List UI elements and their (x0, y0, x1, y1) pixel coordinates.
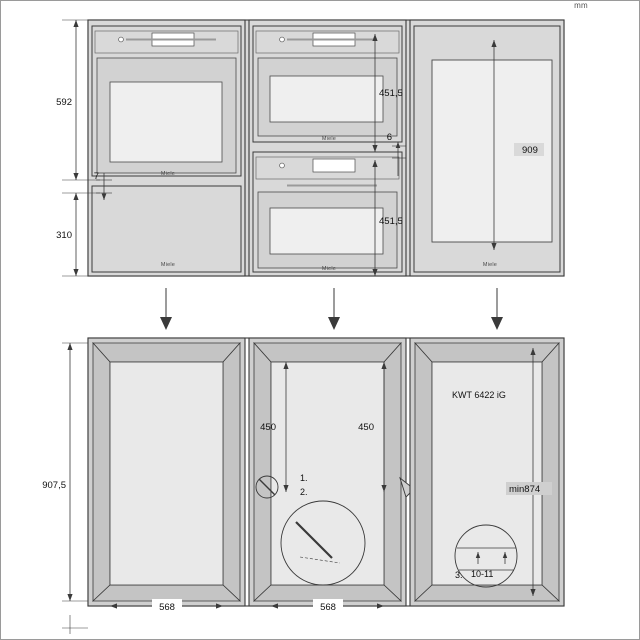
middle-front-bevel-right (384, 343, 401, 601)
dim-592-arrow-top (73, 20, 78, 27)
right-front-bevel-top (415, 343, 559, 362)
dim-9075-label: 907,5 (42, 480, 66, 491)
callout-3-label: 3. (455, 570, 463, 580)
callout-1-label: 1. (300, 473, 308, 483)
brand-left-oven: Miele (160, 171, 176, 177)
brand-left-drawer: Miele (160, 262, 176, 268)
middle-front-bevel-bottom (254, 585, 401, 601)
left-oven-knob-icon (119, 37, 124, 42)
callout-2-label: 2. (300, 487, 308, 497)
dim-7-label: 7 (93, 171, 99, 182)
mid-lower-display (313, 159, 355, 172)
left-front-bevel-top (93, 343, 240, 362)
middle-front-bevel-top (254, 343, 401, 362)
dim-451a-label: 451,5 (379, 88, 403, 99)
unit-label: mm (574, 1, 588, 10)
mid-lower-handle (287, 185, 377, 187)
brand-right: Miele (482, 262, 498, 268)
right-front-bevel-right (542, 343, 559, 601)
middle-front-opening (271, 362, 384, 585)
left-front-bevel-left (93, 343, 110, 601)
mid-lower-knob-icon (280, 163, 285, 168)
flow-arrow-right-head (491, 317, 503, 330)
mid-upper-glass (270, 76, 383, 122)
dim-568a-label: 568 (159, 602, 175, 613)
model-label: KWT 6422 iG (452, 390, 506, 400)
left-front-bevel-right (223, 343, 240, 601)
flow-arrow-left-head (160, 317, 172, 330)
dim-310-arrow-bottom (73, 269, 78, 276)
dim-min874-label: min874 (509, 484, 541, 495)
left-front-bevel-bottom (93, 585, 240, 601)
dim-450a-label: 450 (260, 422, 276, 433)
callout-hinge-label: 10-11 (471, 569, 494, 579)
middle-front-bevel-left (254, 343, 271, 601)
mid-lower-glass (270, 208, 383, 254)
mid-upper-knob-icon (280, 37, 285, 42)
left-oven-handle (126, 39, 216, 41)
dim-909-label: 909 (522, 145, 538, 156)
mid-upper-handle (287, 39, 377, 41)
dim-592-label: 592 (56, 97, 72, 108)
left-front-opening (110, 362, 223, 585)
dim-310-label: 310 (56, 230, 72, 241)
dim-9075-arrow-top (67, 343, 72, 350)
dim-451b-label: 451,5 (379, 216, 403, 227)
dim-450b-label: 450 (358, 422, 374, 433)
dim-568b-label: 568 (320, 602, 336, 613)
left-oven-glass (110, 82, 222, 162)
dim-6-label: 6 (386, 132, 392, 143)
brand-mid-lower: Miele (321, 266, 337, 272)
left-drawer-body (92, 186, 241, 272)
dim-9075-arrow-bottom (67, 594, 72, 601)
right-front-bevel-left (415, 343, 432, 601)
brand-mid-upper: Miele (321, 136, 337, 142)
dim-592-arrow-bottom (73, 173, 78, 180)
flow-arrow-mid-head (328, 317, 340, 330)
dim-310-arrow-top (73, 193, 78, 200)
